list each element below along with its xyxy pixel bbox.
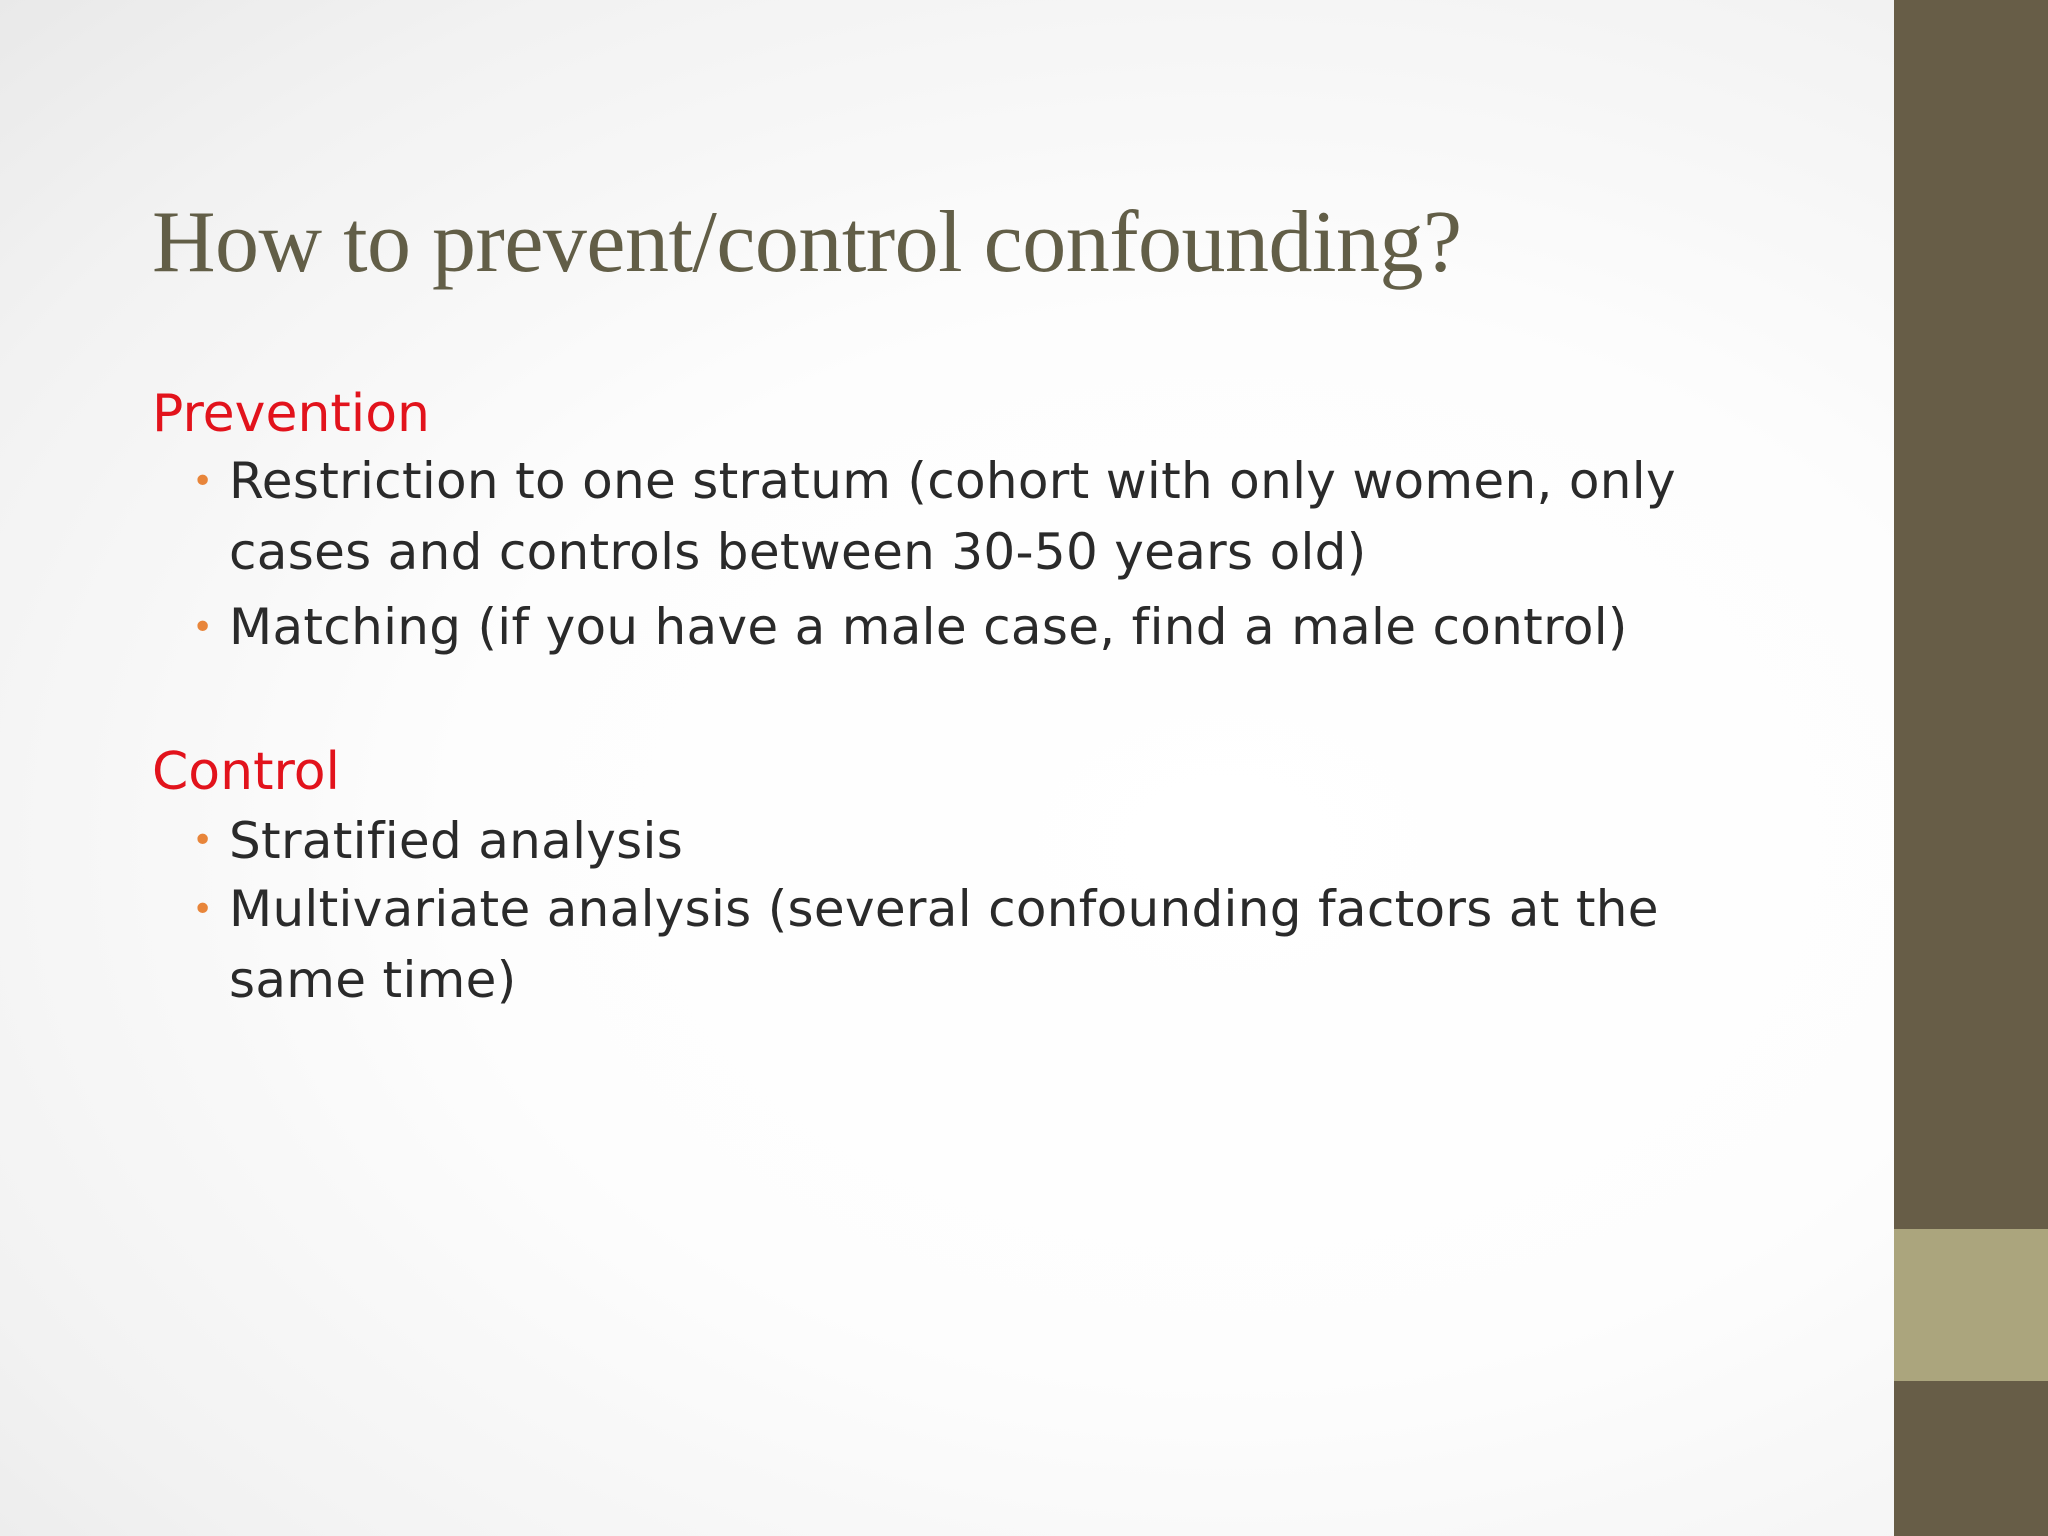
list-item xyxy=(192,592,1792,663)
side-bar-dark-top xyxy=(1894,0,2048,1229)
section-heading-control: Control xyxy=(152,742,340,802)
bullet-text: Stratified analysis xyxy=(229,812,684,870)
list-item xyxy=(192,808,1792,874)
bullet-dot-icon: • xyxy=(192,461,214,502)
bullet-text: Restriction to one stratum (cohort with only women, only cases and controls between 30-50 years old) xyxy=(229,452,1676,581)
control-list xyxy=(192,808,1792,1016)
section-heading-prevention: Prevention xyxy=(152,384,431,444)
side-bar-light-accent xyxy=(1894,1229,2048,1381)
side-bar-dark-bottom xyxy=(1894,1381,2048,1536)
slide-title: How to prevent/control confounding? xyxy=(152,194,1462,291)
list-item xyxy=(192,874,1792,1016)
prevention-list xyxy=(192,446,1792,663)
bullet-dot-icon: • xyxy=(192,607,214,648)
bullet-text: Multivariate analysis (several confounding factors at the same time) xyxy=(229,880,1659,1009)
side-bar xyxy=(1894,0,2048,1536)
bullet-dot-icon: • xyxy=(192,889,214,930)
list-item xyxy=(192,446,1792,588)
bullet-text: Matching (if you have a male case, find a male control) xyxy=(229,598,1628,656)
bullet-dot-icon: • xyxy=(192,820,214,861)
